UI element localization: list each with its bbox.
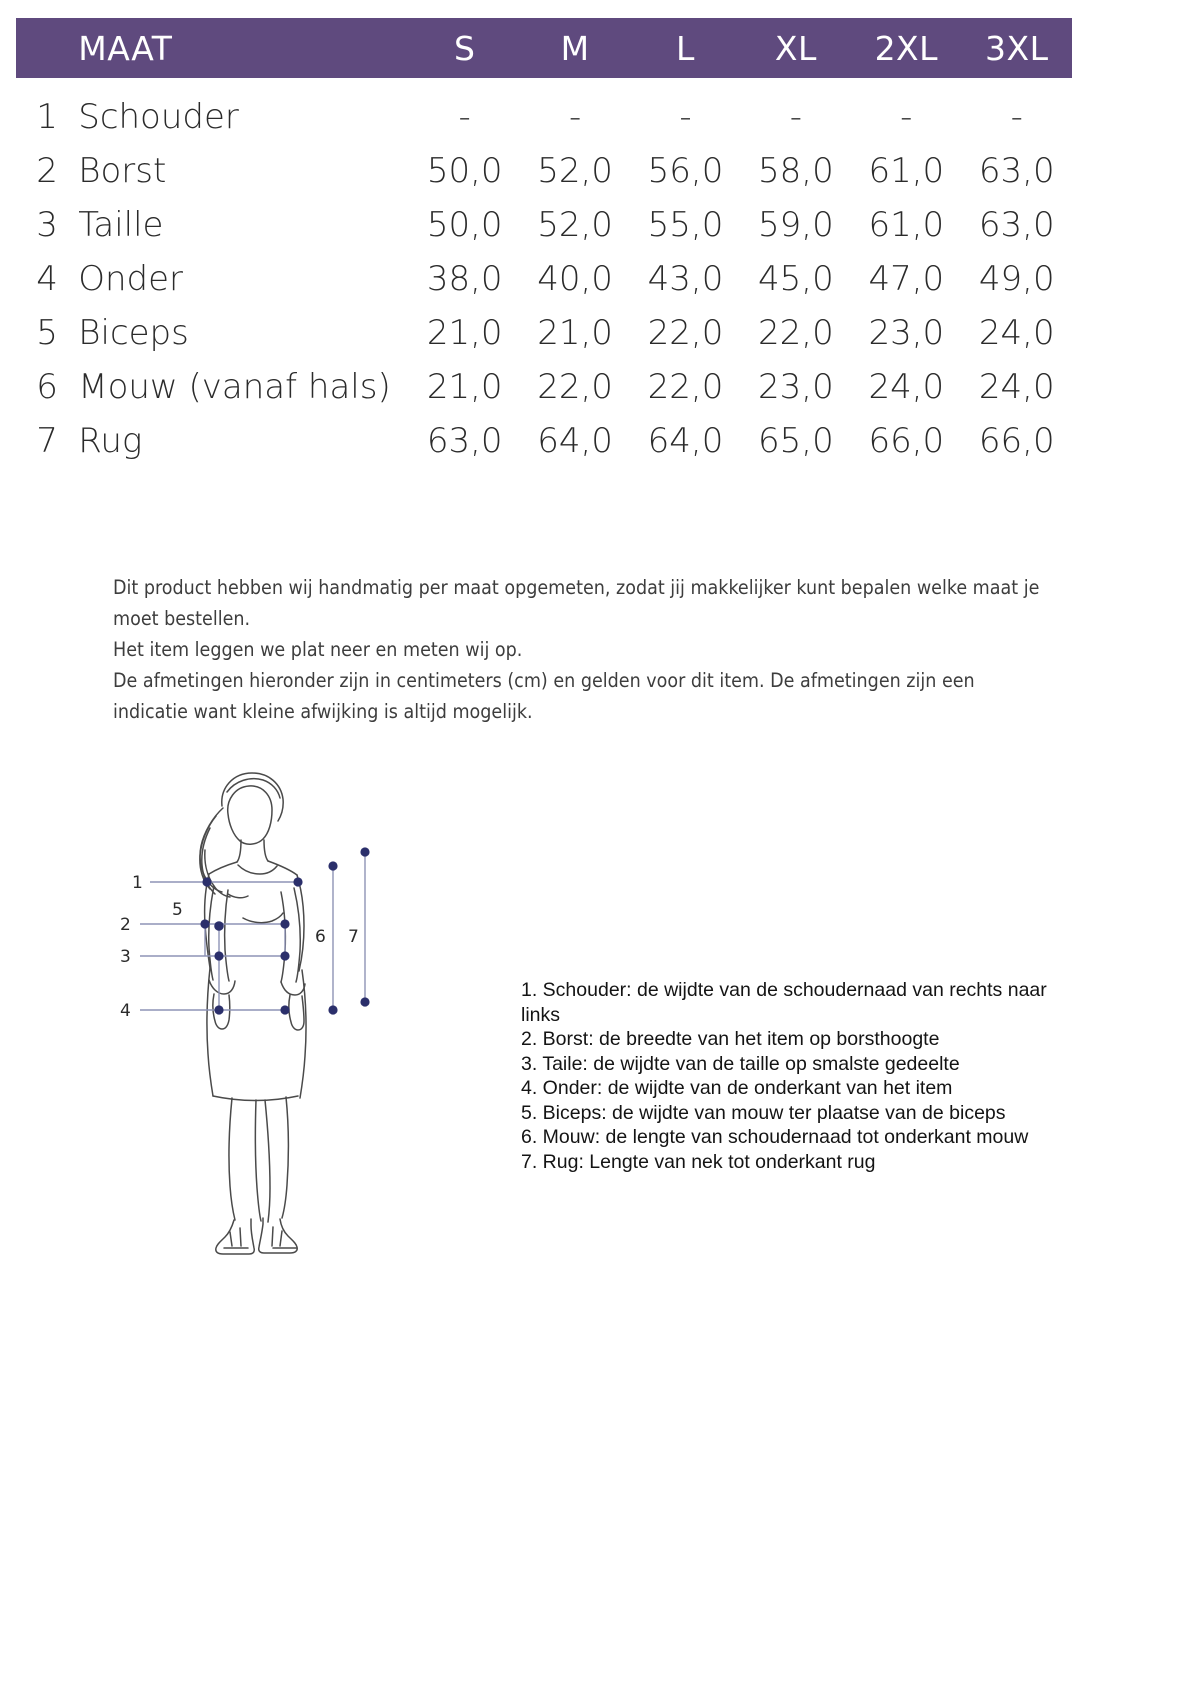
table-body <box>16 78 1072 468</box>
row-value-2xl: 61,0 <box>868 205 945 245</box>
row-value-xl: 59,0 <box>758 205 834 245</box>
row-value-2xl: 66,0 <box>868 421 945 461</box>
row-value-s: 38,0 <box>426 259 503 299</box>
table-row <box>16 252 1072 306</box>
table-row <box>16 414 1072 468</box>
intro-line-1: Dit product hebben wij handmatig per maat opgemeten, zodat jij makkelijker kunt bepalen welke maat je moet bestellen. <box>113 576 1040 630</box>
row-value-m: 40,0 <box>537 259 613 299</box>
row-value-l: 22,0 <box>647 367 724 407</box>
row-value-xl: 65,0 <box>758 421 834 461</box>
legend-item-biceps: 5. Biceps: de wijdte van mouw ter plaatse van de biceps <box>521 1101 1006 1124</box>
figure-marker-1: 1 <box>132 873 143 893</box>
row-value-2xl: 47,0 <box>868 259 945 299</box>
row-index: 3 <box>36 205 58 245</box>
measurement-intro-text <box>113 572 1043 727</box>
row-label: Taille <box>78 205 164 245</box>
row-value-2xl: 24,0 <box>868 367 945 407</box>
intro-line-3: De afmetingen hieronder zijn in centimeters (cm) en gelden voor dit item. De afmetingen zijn een indicatie want kleine afwijking is altijd mogelijk. <box>113 669 975 723</box>
row-label: Biceps <box>78 313 189 353</box>
table-row <box>16 198 1072 252</box>
measurement-figure <box>110 770 430 1270</box>
header-size-s: S <box>409 18 519 78</box>
header-size-2xl: 2XL <box>851 18 961 78</box>
legend-item-borst: 2. Borst: de breedte van het item op borsthoogte <box>521 1028 940 1050</box>
row-label: Mouw (vanaf hals) <box>78 367 391 407</box>
row-label: Schouder <box>78 97 239 137</box>
figure-marker-2: 2 <box>120 915 131 935</box>
table-row <box>16 306 1072 360</box>
row-index: 4 <box>36 259 58 299</box>
row-value-s: 21,0 <box>426 313 503 353</box>
legend-item-onder: 4. Onder: de wijdte van de onderkant van het item <box>521 1077 953 1099</box>
row-index: 6 <box>36 367 58 407</box>
row-value-m: 52,0 <box>537 151 613 191</box>
row-value-2xl: 61,0 <box>868 151 945 191</box>
row-value-3xl: 24,0 <box>978 313 1055 353</box>
row-value-l: 43,0 <box>647 259 724 299</box>
header-size-m: M <box>520 18 630 78</box>
intro-line-2: Het item leggen we plat neer en meten wij op. <box>113 638 523 661</box>
row-label: Borst <box>78 151 167 191</box>
row-value-2xl: 23,0 <box>868 313 945 353</box>
legend-item-taille: 3. Taile: de wijdte van de taille op smalste gedeelte <box>521 1052 960 1075</box>
table-row <box>16 144 1072 198</box>
row-value-3xl: 24,0 <box>978 367 1055 407</box>
row-label: Rug <box>78 421 143 461</box>
row-value-xl: 45,0 <box>758 259 834 299</box>
row-value-xl: 58,0 <box>758 151 834 191</box>
row-value-3xl: 63,0 <box>978 151 1055 191</box>
row-value-s: 21,0 <box>426 367 503 407</box>
row-value-l: 56,0 <box>647 151 724 191</box>
measurement-number-labels <box>120 873 359 1021</box>
row-value-xl: - <box>789 97 803 137</box>
row-value-m: 52,0 <box>537 205 613 245</box>
row-value-l: 55,0 <box>647 205 724 245</box>
legend-item-schouder: 1. Schouder: de wijdte van de schoudernaad van rechts naar links <box>521 979 1047 1026</box>
table-row <box>16 78 1072 144</box>
row-value-3xl: 63,0 <box>978 205 1055 245</box>
table-header <box>16 18 1072 78</box>
figure-marker-4: 4 <box>120 1001 131 1021</box>
table-row <box>16 360 1072 414</box>
figure-marker-5: 5 <box>172 900 183 920</box>
header-size-l: L <box>630 18 740 78</box>
row-value-xl: 22,0 <box>758 313 834 353</box>
row-value-l: - <box>679 97 692 137</box>
header-maat-label: MAAT <box>78 18 409 78</box>
row-value-l: 64,0 <box>647 421 724 461</box>
header-index-spacer <box>16 18 78 78</box>
measurement-guide-lines <box>140 852 365 1010</box>
row-value-m: 21,0 <box>537 313 613 353</box>
row-value-s: 50,0 <box>426 205 503 245</box>
row-value-m: - <box>568 97 582 137</box>
row-index: 7 <box>36 421 58 461</box>
row-value-s: 63,0 <box>426 421 503 461</box>
row-value-3xl: 49,0 <box>978 259 1055 299</box>
female-figure-diagram-icon <box>110 770 430 1270</box>
row-value-m: 64,0 <box>537 421 613 461</box>
row-value-l: 22,0 <box>647 313 724 353</box>
figure-marker-6: 6 <box>315 927 326 947</box>
row-value-m: 22,0 <box>537 367 613 407</box>
legend-item-mouw: 6. Mouw: de lengte van schoudernaad tot onderkant mouw <box>521 1126 1029 1148</box>
header-size-3xl: 3XL <box>962 18 1072 78</box>
table-header-row <box>16 18 1072 78</box>
row-index: 5 <box>36 313 58 353</box>
header-size-xl: XL <box>741 18 851 78</box>
row-label: Onder <box>78 259 184 299</box>
legend-item-rug: 7. Rug: Lengte van nek tot onderkant rug <box>521 1150 876 1173</box>
row-value-3xl: 66,0 <box>978 421 1055 461</box>
size-chart-table-container <box>16 18 1072 468</box>
size-chart-table <box>16 18 1072 468</box>
row-value-2xl: - <box>900 97 913 137</box>
row-value-3xl: - <box>1010 97 1023 137</box>
row-value-xl: 23,0 <box>758 367 834 407</box>
figure-marker-3: 3 <box>120 947 131 967</box>
row-value-s: 50,0 <box>426 151 503 191</box>
measurement-legend <box>521 978 1081 1174</box>
figure-marker-7: 7 <box>348 927 359 947</box>
row-index: 2 <box>36 151 58 191</box>
row-value-s: - <box>458 97 471 137</box>
row-index: 1 <box>36 97 58 137</box>
